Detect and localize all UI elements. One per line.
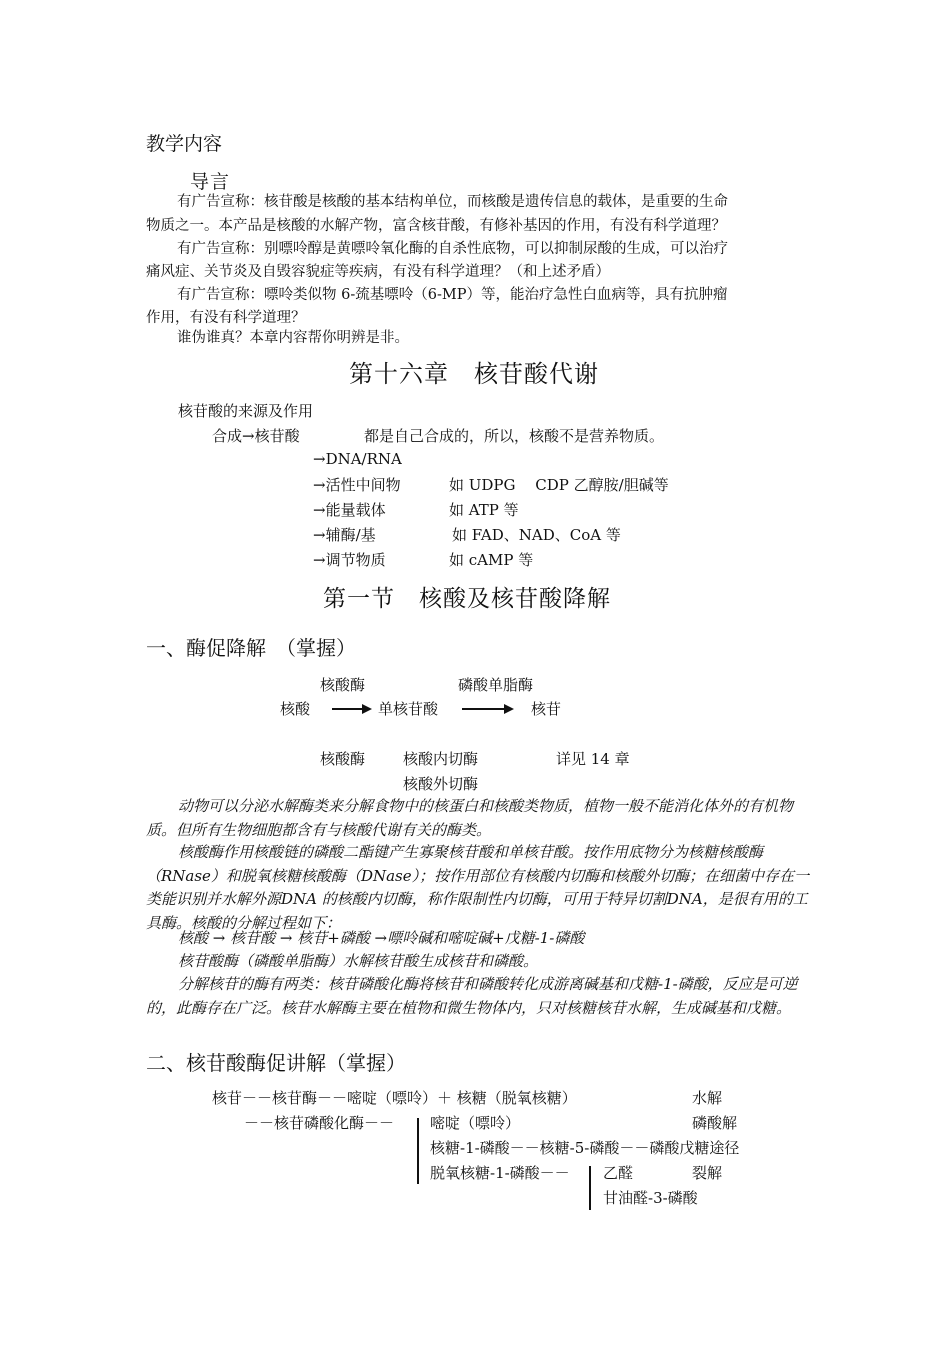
exonuclease-label: 核酸外切酶 (403, 775, 479, 793)
endonuclease-label: 核酸内切酶 (403, 750, 479, 768)
product-label: 脱氧核糖-1-磷酸－－ (430, 1164, 570, 1182)
nuclease-label: 核酸酶 (320, 750, 366, 768)
intro-line: 有广告宣称：核苷酸是核酸的基本结构单位，而核酸是遗传信息的载体，是重要的生命 (177, 194, 728, 210)
body-paragraph: 核酸酶作用核酸链的磷酸二酯键产生寡聚核苷酸和单核苷酸。按作用底物分为核糖核酸酶（RNase）和脱氧核糖核酸酶（DNase）；按作用部位有核酸内切酶和核酸外切酶；在细菌中存在一类能识别并水解外源DNA 的核酸内切酶，称作限制性内切酶，可用于特异切割DNA，是很有用的工具酶。核酸的分解过程如下： (146, 843, 810, 932)
role-label: →辅酶/基 (313, 526, 376, 544)
role-label: →调节物质 (313, 551, 386, 569)
section-label-teaching-content: 教学内容 (146, 133, 223, 155)
intro-line: 痛风症、关节炎及自毁容貌症等疾病，有没有科学道理？（和上述矛盾） (146, 264, 610, 280)
role-example: 如 FAD、NAD、CoA 等 (452, 526, 621, 544)
arrow-line (332, 708, 364, 710)
reaction-line: －－核苷磷酸化酶－－ (244, 1114, 395, 1132)
pathway-node: 单核苷酸 (378, 700, 439, 718)
part2-heading: 二、核苷酸酶促讲解（掌握） (146, 1051, 406, 1075)
role-example: 如 cAMP 等 (449, 551, 534, 569)
part1-heading: 一、酶促降解 （掌握） (146, 636, 356, 660)
enzyme-label-phosphomonoesterase: 磷酸单脂酶 (458, 676, 534, 694)
enzyme-label-nuclease: 核酸酶 (320, 676, 366, 694)
reaction-line: 核苷－－核苷酶－－嘧啶（嘌呤）＋ 核糖（脱氧核糖） (212, 1089, 577, 1107)
body-paragraph: 动物可以分泌水解酶类来分解食物中的核蛋白和核酸类物质，植物一般不能消化体外的有机物质。但所有生物细胞都含有与核酸代谢有关的酶类。 (146, 797, 794, 839)
product-label: 乙醛 (603, 1164, 634, 1182)
body-paragraph: 分解核苷的酶有两类：核苷磷酸化酶将核苷和磷酸转化成游离碱基和戊糖-1-磷酸，反应是可逆的，此酶存在广泛。核苷水解酶主要在植物和微生物体内，只对核糖核苷水解，生成碱基和戊糖。 (146, 975, 798, 1017)
synthesis-note: 都是自己合成的，所以，核酸不是营养物质。 (364, 427, 665, 445)
body-paragraph: 核苷酸酶（磷酸单脂酶）水解核苷酸生成核苷和磷酸。 (178, 952, 539, 970)
section-title: 第一节 核酸及核苷酸降解 (323, 586, 611, 612)
intro-line: 作用，有没有科学道理？ (146, 310, 306, 326)
see-chapter-note: 详见 14 章 (556, 750, 630, 768)
intro-line: 有广告宣称：别嘌呤醇是黄嘌呤氧化酶的自杀性底物，可以抑制尿酸的生成，可以治疗 (177, 241, 728, 257)
intro-line: 有广告宣称：嘌呤类似物 6-巯基嘌呤（6-MP）等，能治疗急性白血病等，具有抗肿瘤 (177, 287, 728, 303)
reaction-type-label: 磷酸解 (692, 1114, 738, 1132)
intro-line: 物质之一。本产品是核酸的水解产物，富含核苷酸，有修补基因的作用，有没有科学道理？ (146, 218, 726, 234)
role-example: 如 UDPG CDP 乙醇胺/胆碱等 (449, 476, 669, 494)
pathway-node: 核酸 (280, 700, 311, 718)
synthesis-label: 合成→核苷酸 (212, 427, 300, 445)
product-pathway: 核糖-1-磷酸－－核糖-5-磷酸－－磷酸戊糖途径 (430, 1139, 740, 1157)
bracket-line (417, 1118, 419, 1184)
degradation-sequence: 核酸 → 核苷酸 → 核苷+磷酸 →嘌呤碱和嘧啶碱+戊糖-1-磷酸 (178, 929, 585, 947)
product-label: 甘油醛-3-磷酸 (603, 1189, 698, 1207)
role-example: 如 ATP 等 (449, 501, 519, 519)
arrow-right-icon (362, 704, 372, 714)
intro-heading: 导言 (190, 171, 231, 193)
chapter-title: 第十六章 核苷酸代谢 (349, 360, 599, 388)
pathway-node: 核苷 (531, 700, 562, 718)
reaction-type-label: 水解 (692, 1089, 723, 1107)
bracket-line (589, 1166, 591, 1210)
reaction-type-label: 裂解 (692, 1164, 723, 1182)
arrow-right-icon (504, 704, 514, 714)
arrow-line (462, 708, 506, 710)
intro-line: 谁伪谁真？本章内容帮你明辨是非。 (177, 330, 409, 346)
product-label: 嘧啶（嘌呤） (430, 1114, 521, 1132)
role-label: →DNA/RNA (313, 450, 402, 468)
role-label: →能量载体 (313, 501, 386, 519)
sources-heading: 核苷酸的来源及作用 (178, 402, 314, 420)
role-label: →活性中间物 (313, 476, 401, 494)
